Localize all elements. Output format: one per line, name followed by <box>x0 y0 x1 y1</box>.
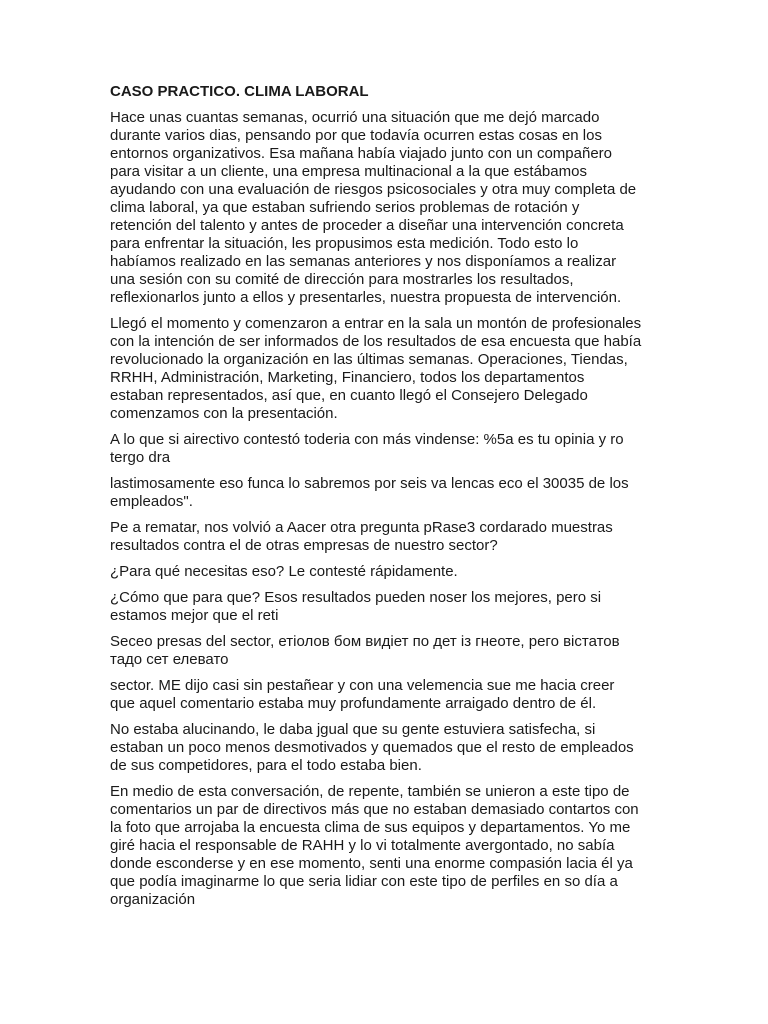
text-line: estaban representados, así que, en cuanto llegó el Consejero Delegado <box>110 387 588 404</box>
paragraph <box>110 633 662 669</box>
text-line: ¿Para qué necesitas eso? Le contesté rápidamente. <box>110 563 458 580</box>
paragraph <box>110 315 662 423</box>
text-line: reflexionarlos junto a ellos y presentarles, nuestra propuesta de intervención. <box>110 289 622 306</box>
text-line: lastimosamente eso funca lo sabremos por seis va lencas eco el 30035 de los <box>110 475 629 492</box>
text-line: ayudando con una evaluación de riesgos psicosociales y otra muy completa de <box>110 181 637 198</box>
text-line: entornos organizativos. Esa mañana había viajado junto con un compañero <box>110 145 612 162</box>
text-line: No estaba alucinando, le daba jgual que su gente estuviera satisfecha, si <box>110 721 596 738</box>
text-line: de sus competidores, para el todo estaba bien. <box>110 757 422 774</box>
text-line: estaban un poco menos desmotivados y quemados que el resto de empleados <box>110 739 634 756</box>
text-line: tergo dra <box>110 449 171 466</box>
text-line: la foto que arrojaba la encuesta clima de sus equipos y departamentos. Yo me <box>110 819 631 836</box>
text-line: Llegó el momento y comenzaron a entrar en la sala un montón de profesionales <box>110 315 642 332</box>
paragraph <box>110 563 662 581</box>
text-line: Seceo presas del sector, етіолов бом видіет по дет із гнеоте, рего вістатов <box>110 633 620 650</box>
text-line: comentarios un par de directivos más que no estaban demasiado contartos con <box>110 801 639 818</box>
text-line: retención del talento y antes de proceder a diseñar una intervención concreta <box>110 217 624 234</box>
text-line: Pe a rematar, nos volvió a Aacer otra pregunta pRase3 cordarado muestras <box>110 519 613 536</box>
text-line: una sesión con su comité de dirección para mostrarles los resultados, <box>110 271 574 288</box>
text-line: que aquel comentario estaba muy profundamente arraigado dentro de él. <box>110 695 597 712</box>
text-line: organización <box>110 891 196 908</box>
paragraph <box>110 431 662 467</box>
text-line: En medio de esta conversación, de repente, también se unieron a este tipo de <box>110 783 630 800</box>
text-line: que podía imaginarme lo que seria lidiar con este tipo de perfiles en so día a <box>110 873 618 890</box>
text-line: comenzamos con la presentación. <box>110 405 338 422</box>
text-line: estamos mejor que el reti <box>110 607 279 624</box>
text-line: Hace unas cuantas semanas, ocurrió una situación que me dejó marcado <box>110 109 600 126</box>
text-line: empleados". <box>110 493 193 510</box>
paragraph <box>110 721 662 775</box>
text-line: ¿Cómo que para que? Esos resultados pueden noser los mejores, pero si <box>110 589 602 606</box>
paragraph <box>110 589 662 625</box>
text-line: A lo que si airectivo contestó toderia con más vindense: %5a es tu opinia y ro <box>110 431 624 448</box>
text-line: donde esconderse y en ese momento, senti una enorme compasión lacia él ya <box>110 855 633 872</box>
text-line: resultados contra el de otras empresas de nuestro sector? <box>110 537 498 554</box>
text-line: тадо сет елевато <box>110 651 229 668</box>
text-line: RRHH, Administración, Marketing, Financiero, todos los departamentos <box>110 369 585 386</box>
text-line: con la intención de ser informados de los resultados de esa encuesta que había <box>110 333 642 350</box>
paragraph <box>110 109 662 307</box>
text-line: para enfrentar la situación, les propusimos esta medición. Todo esto lo <box>110 235 579 252</box>
text-line: clima laboral, ya que estaban sufriendo serios problemas de rotación y <box>110 199 580 216</box>
text-line: giré hacia el responsable de RAHH y lo vi totalmente avergontado, no sabía <box>110 837 615 854</box>
paragraph <box>110 475 662 511</box>
text-line: habíamos realizado en las semanas anteriores y nos disponíamos a realizar <box>110 253 617 270</box>
document-title: CASO PRACTICO. CLIMA LABORAL <box>110 83 369 100</box>
text-line: revolucionado la organización en las últimas semanas. Operaciones, Tiendas, <box>110 351 628 368</box>
document-body <box>110 109 662 909</box>
document-page <box>110 83 662 917</box>
paragraph <box>110 783 662 909</box>
paragraph <box>110 519 662 555</box>
text-line: durante varios dias, pensando por que todavía ocurren estas cosas en los <box>110 127 602 144</box>
text-line: para visitar a un cliente, una empresa multinacional a la que estábamos <box>110 163 587 180</box>
paragraph <box>110 677 662 713</box>
text-line: sector. ME dijo casi sin pestañear y con una velemencia sue me hacia creer <box>110 677 615 694</box>
